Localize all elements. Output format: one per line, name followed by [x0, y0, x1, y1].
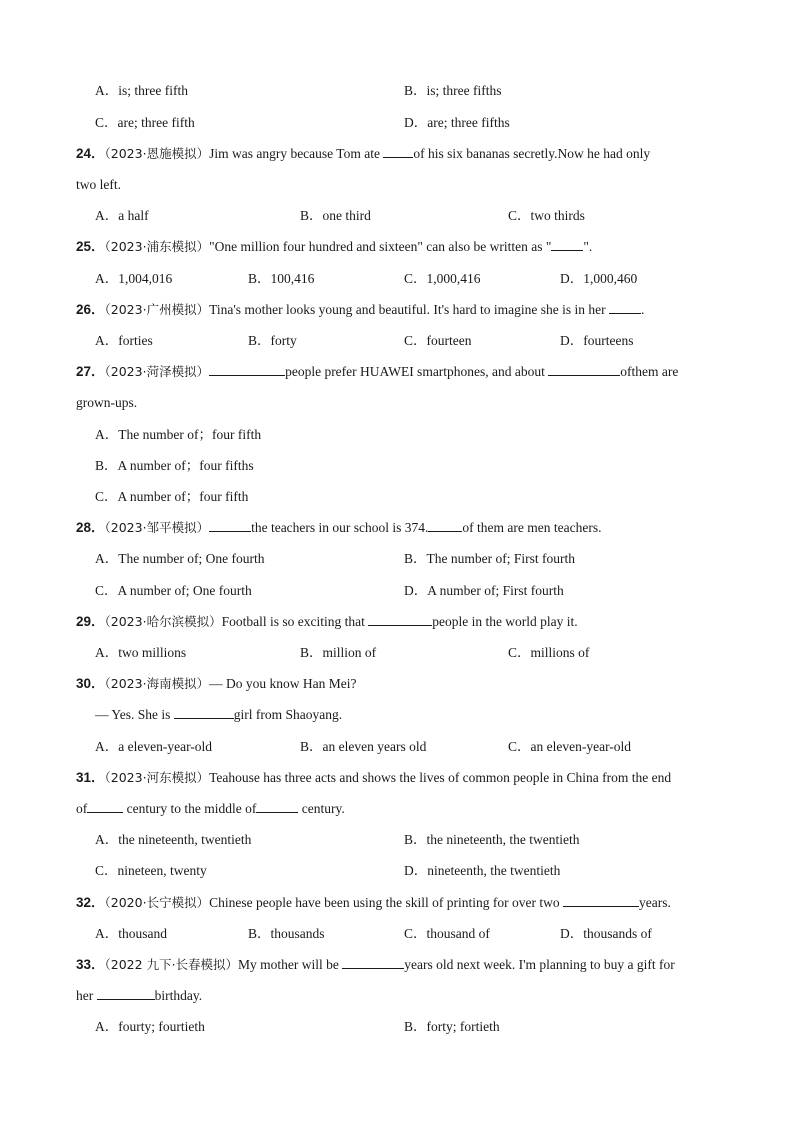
- source-tag: （2023·菏泽模拟）: [104, 364, 210, 379]
- q24-option-a: A．a half: [95, 208, 149, 223]
- q28-option-d: D．A number of; First fourth: [404, 583, 564, 598]
- q31-stem: 31．（2023·河东模拟）Teahouse has three acts and shows the lives of common people in China from the end: [76, 770, 672, 785]
- q23-option-c: C．are; three fifth: [95, 115, 195, 130]
- q24-stem-cont: two left.: [76, 177, 121, 192]
- q23-option-d: D．are; three fifths: [404, 115, 510, 130]
- answer-blank: [209, 363, 285, 376]
- question-number: 31．: [76, 770, 105, 785]
- q29-option-b: B．million of: [300, 645, 377, 660]
- answer-blank: [87, 800, 123, 813]
- q27-option-b: B．A number of；four fifths: [95, 458, 254, 473]
- q29-stem: 29．（2023·哈尔滨模拟）Football is so exciting that people in the world play it.: [76, 614, 578, 629]
- q27-stem-cont: grown-ups.: [76, 395, 138, 410]
- q23-option-b: B．is; three fifths: [404, 83, 502, 98]
- question-number: 25．: [76, 239, 105, 254]
- q26-option-d: D．fourteens: [560, 333, 634, 348]
- q31-option-a: A．the nineteenth, twentieth: [95, 832, 252, 847]
- q30-stem-cont: — Yes. She is girl from Shaoyang.: [95, 707, 343, 722]
- answer-blank: [342, 956, 404, 969]
- q33-stem: 33．（2022 九下·长春模拟）My mother will be years old next week. I'm planning to buy a gift for: [76, 957, 675, 972]
- q31-option-b: B．the nineteenth, the twentieth: [404, 832, 580, 847]
- q31-stem-cont: of century to the middle of century.: [76, 801, 345, 816]
- q25-option-b: B．100,416: [248, 271, 315, 286]
- question-number: 33．: [76, 957, 105, 972]
- answer-blank: [609, 301, 641, 314]
- q30-stem: 30．（2023·海南模拟）— Do you know Han Mei?: [76, 676, 357, 691]
- q25-option-d: D．1,000,460: [560, 271, 638, 286]
- q26-option-c: C．fourteen: [404, 333, 472, 348]
- answer-blank: [563, 894, 639, 907]
- answer-blank: [428, 519, 462, 532]
- answer-blank: [209, 519, 251, 532]
- q24-option-c: C．two thirds: [508, 208, 585, 223]
- q33-option-b: B．forty; fortieth: [404, 1019, 500, 1034]
- q30-option-a: A．a eleven-year-old: [95, 739, 213, 754]
- q32-option-b: B．thousands: [248, 926, 325, 941]
- q28-option-b: B．The number of; First fourth: [404, 551, 575, 566]
- q24-option-b: B．one third: [300, 208, 371, 223]
- question-number: 26．: [76, 302, 105, 317]
- q32-option-a: A．thousand: [95, 926, 167, 941]
- question-number: 32．: [76, 895, 105, 910]
- answer-blank: [551, 238, 583, 251]
- question-number: 27．: [76, 364, 105, 379]
- answer-blank: [256, 800, 298, 813]
- q25-stem: 25．（2023·浦东模拟）"One million four hundred and sixteen" can also be written as " ".: [76, 239, 593, 254]
- q28-option-c: C．A number of; One fourth: [95, 583, 252, 598]
- q33-option-a: A．fourty; fourtieth: [95, 1019, 205, 1034]
- answer-blank: [174, 706, 234, 719]
- q25-option-a: A．1,004,016: [95, 271, 173, 286]
- q27-option-a: A．The number of；four fifth: [95, 427, 262, 442]
- q29-option-a: A．two millions: [95, 645, 187, 660]
- q28-stem: 28．（2023·邹平模拟） the teachers in our school is 374. of them are men teachers.: [76, 520, 602, 535]
- q26-stem: 26．（2023·广州模拟）Tina's mother looks young and beautiful. It's hard to imagine she is in her .: [76, 302, 645, 317]
- source-tag: （2023·邹平模拟）: [104, 520, 210, 535]
- source-tag: （2023·恩施模拟）: [104, 146, 210, 161]
- q32-option-c: C．thousand of: [404, 926, 490, 941]
- source-tag: （2023·哈尔滨模拟）: [104, 614, 222, 629]
- q32-stem: 32．（2020·长宁模拟）Chinese people have been using the skill of printing for over two years.: [76, 895, 671, 910]
- source-tag: （2023·海南模拟）: [104, 676, 210, 691]
- q33-stem-cont: her birthday.: [76, 988, 203, 1003]
- question-number: 24．: [76, 146, 105, 161]
- question-number: 29．: [76, 614, 105, 629]
- q31-option-d: D．nineteenth, the twentieth: [404, 863, 561, 878]
- answer-blank: [97, 987, 155, 1000]
- q28-option-a: A．The number of; One fourth: [95, 551, 265, 566]
- q30-option-c: C．an eleven-year-old: [508, 739, 632, 754]
- source-tag: （2020·长宁模拟）: [104, 895, 210, 910]
- source-tag: （2022 九下·长春模拟）: [104, 957, 239, 972]
- answer-blank: [548, 363, 620, 376]
- q30-option-b: B．an eleven years old: [300, 739, 427, 754]
- q26-option-a: A．forties: [95, 333, 153, 348]
- q25-option-c: C．1,000,416: [404, 271, 481, 286]
- answer-blank: [368, 613, 432, 626]
- question-number: 30．: [76, 676, 105, 691]
- q27-stem: 27．（2023·菏泽模拟） people prefer HUAWEI smartphones, and about ofthem are: [76, 364, 679, 379]
- answer-blank: [383, 145, 413, 158]
- q23-option-a: A．is; three fifth: [95, 83, 188, 98]
- source-tag: （2023·广州模拟）: [104, 302, 210, 317]
- q26-option-b: B．forty: [248, 333, 297, 348]
- source-tag: （2023·河东模拟）: [104, 770, 210, 785]
- source-tag: （2023·浦东模拟）: [104, 239, 210, 254]
- q32-option-d: D．thousands of: [560, 926, 652, 941]
- q24-stem: 24．（2023·恩施模拟）Jim was angry because Tom ate of his six bananas secretly.Now he had only: [76, 146, 651, 161]
- q29-option-c: C．millions of: [508, 645, 590, 660]
- q31-option-c: C．nineteen, twenty: [95, 863, 207, 878]
- question-number: 28．: [76, 520, 105, 535]
- q27-option-c: C．A number of；four fifth: [95, 489, 249, 504]
